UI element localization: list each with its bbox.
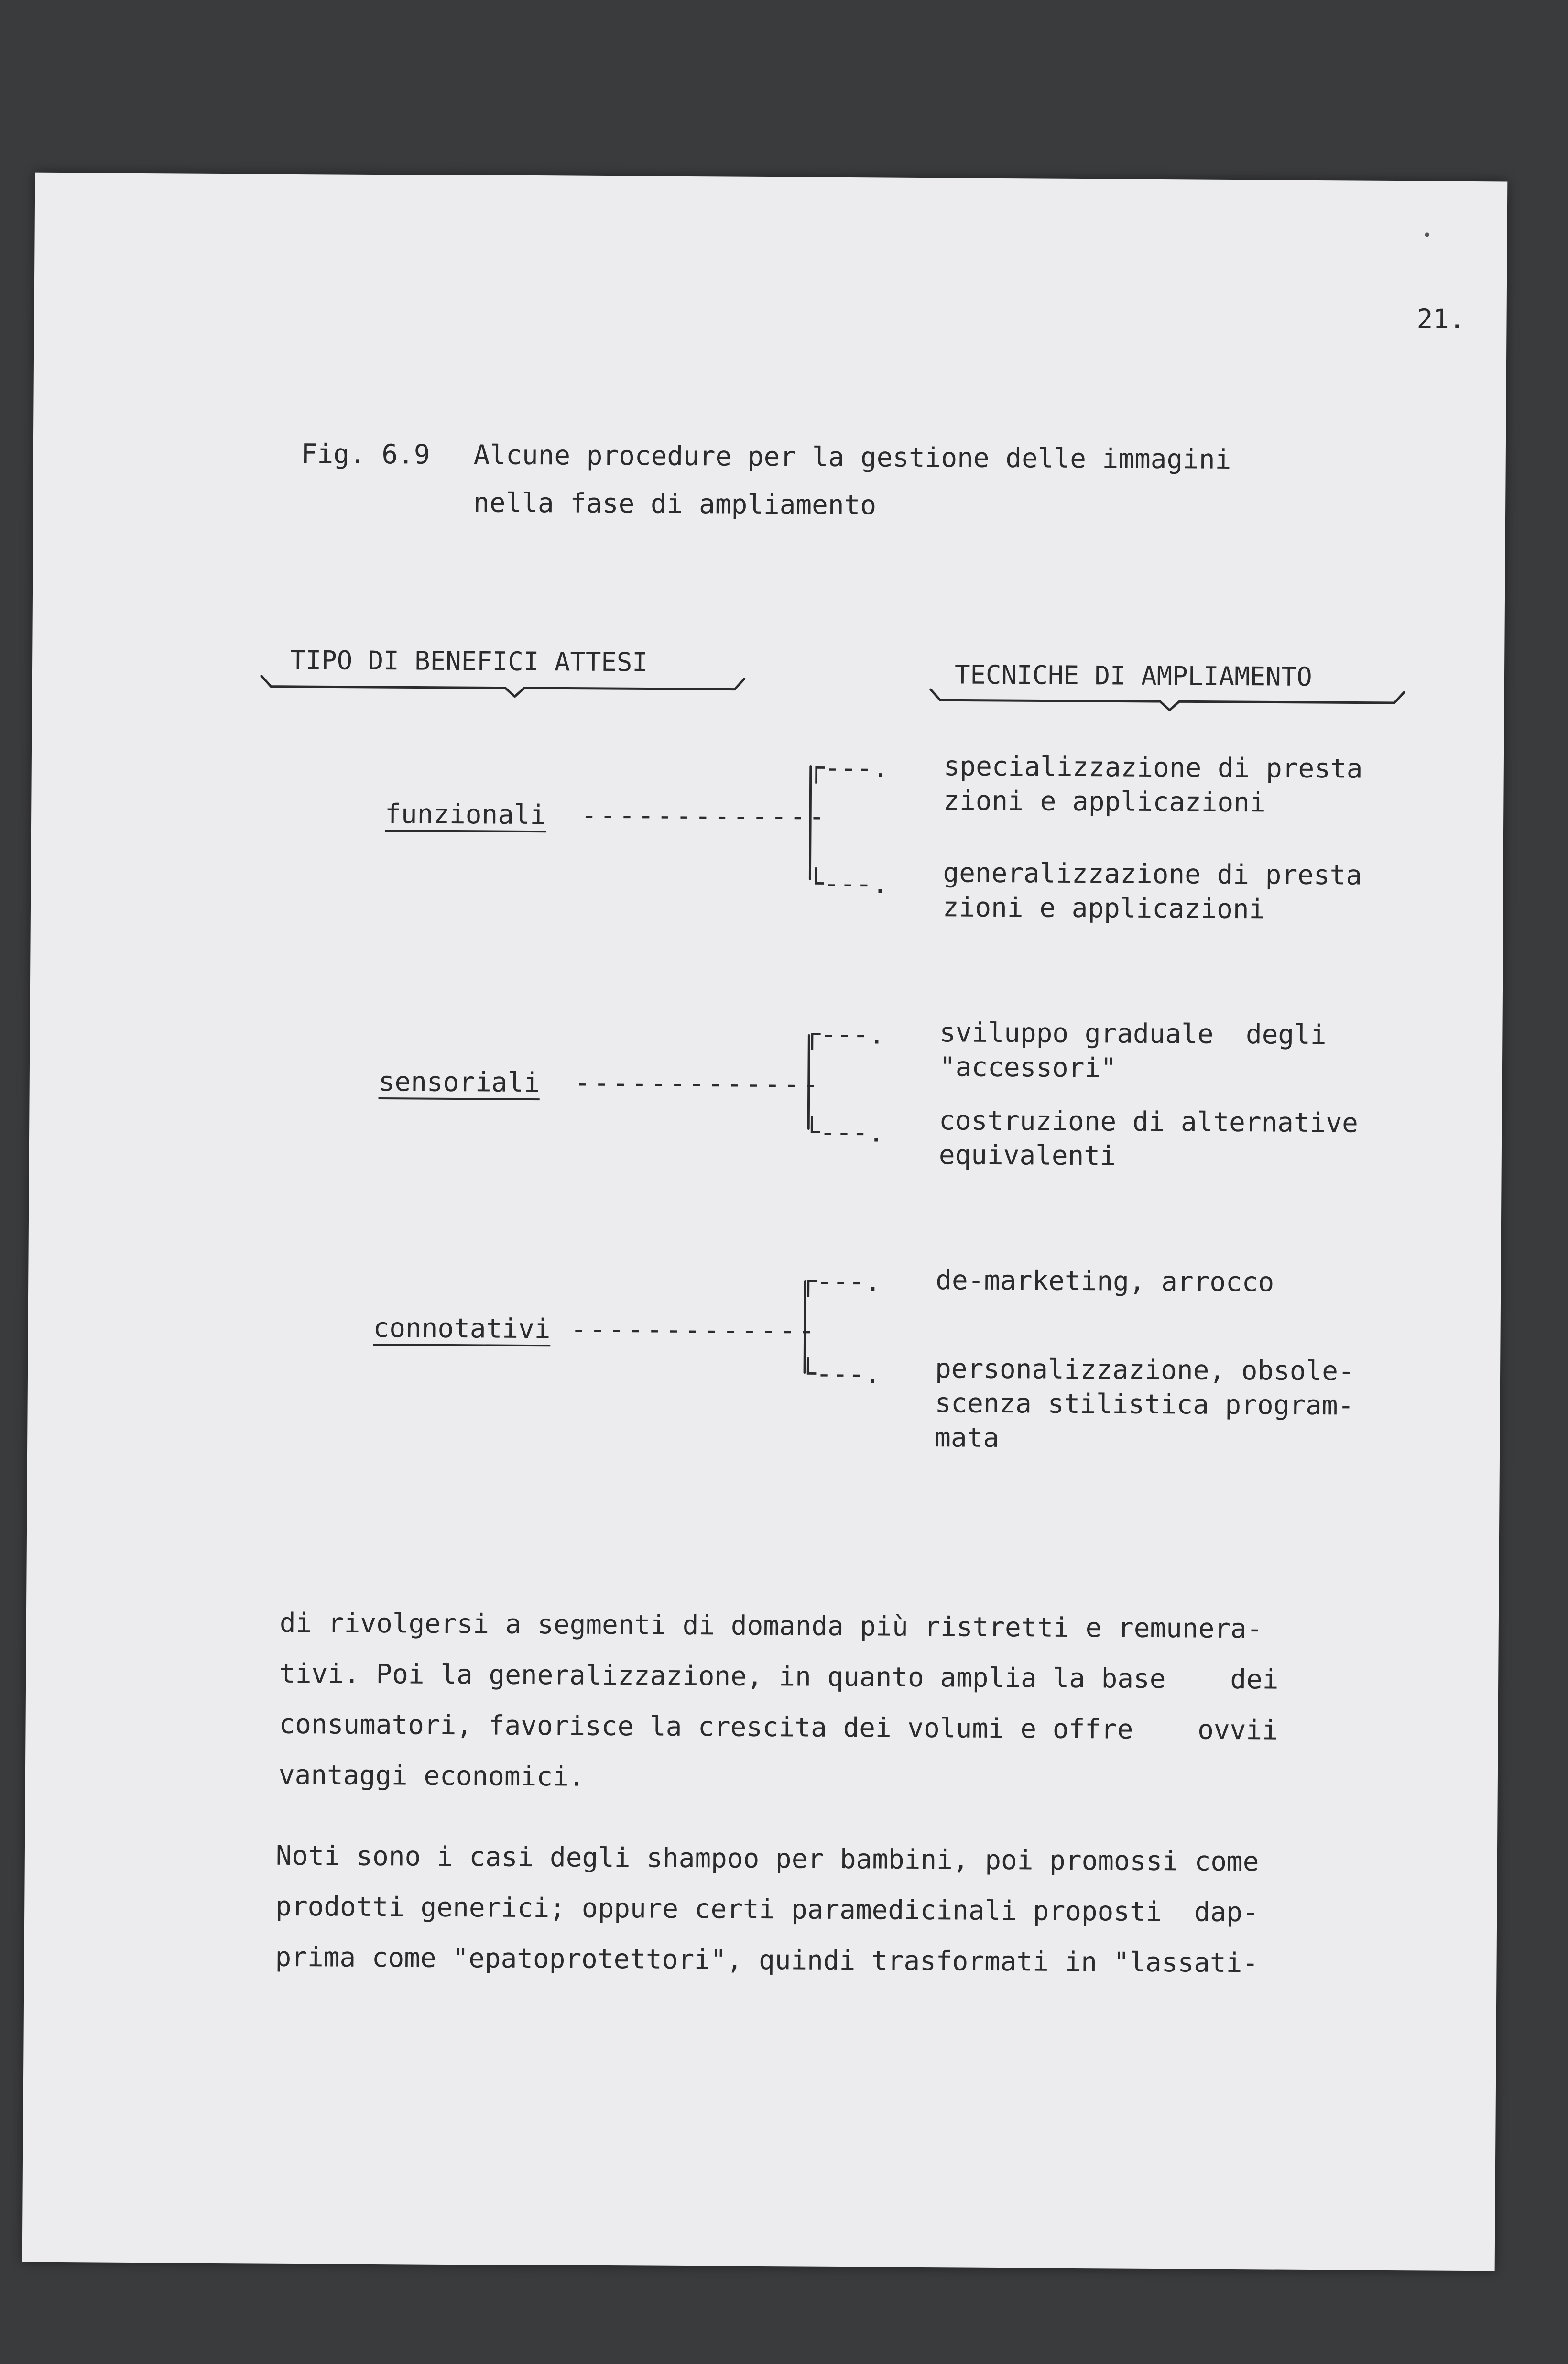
connector-sensoriali: ------------- — [574, 1067, 822, 1100]
paragraph-2-line: Noti sono i casi degli shampoo per bambini, poi promossi come — [275, 1840, 1259, 1878]
category-funzionali: funzionali — [384, 799, 546, 831]
connector-connotativi: ------------- — [570, 1313, 818, 1346]
paragraph-1-line: vantaggi economici. — [278, 1759, 585, 1793]
figure-caption-line-1: Alcune procedure per la gestione delle immagini — [473, 439, 1231, 475]
technique-item-line: specializzazione di presta — [943, 751, 1363, 785]
branch-marker: ┌---. — [808, 752, 889, 784]
document-page — [22, 173, 1508, 2271]
branch-marker: └---. — [803, 1116, 884, 1149]
paragraph-1-line: consumatori, favorisce la crescita dei volumi e offre ovvii — [279, 1708, 1279, 1746]
technique-item-line: zioni e applicazioni — [943, 785, 1266, 819]
category-sensoriali: sensoriali — [378, 1066, 540, 1099]
header-expansion-techniques: TECNICHE DI AMPLIAMENTO — [954, 659, 1312, 692]
figure-label: Fig. 6.9 — [301, 438, 430, 471]
technique-item-line: sviluppo graduale degli — [939, 1017, 1327, 1051]
technique-item-line: personalizzazione, obsole- — [935, 1353, 1354, 1387]
category-connotativi: connotativi — [373, 1312, 551, 1345]
right-header-brace — [931, 690, 1404, 711]
technique-item-line: equivalenti — [938, 1139, 1116, 1172]
paragraph-2-line: prima come "epatoprotettori", quindi trasformati in "lassati- — [275, 1941, 1259, 1979]
branch-marker: └---. — [799, 1358, 881, 1390]
branch-marker: ┌---. — [800, 1266, 882, 1298]
header-benefit-types: TIPO DI BENEFICI ATTESI — [290, 645, 648, 678]
technique-item-line: de-marketing, arrocco — [936, 1265, 1274, 1298]
technique-item-line: mata — [935, 1422, 1000, 1454]
page-number: 21. — [1416, 304, 1465, 335]
branch-marker: └---. — [807, 868, 889, 900]
technique-item-line: generalizzazione di presta — [943, 857, 1362, 891]
connector-funzionali: ------------- — [580, 799, 828, 832]
paragraph-2-line: prodotti generici; oppure certi paramedicinali proposti dap- — [275, 1891, 1259, 1928]
technique-item-line: scenza stilistica program- — [935, 1388, 1354, 1422]
technique-item-line: costruzione di alternative — [939, 1105, 1359, 1139]
left-header-brace — [261, 676, 744, 698]
paragraph-1-line: tivi. Poi la generalizzazione, in quanto amplia la base dei — [279, 1658, 1279, 1696]
paragraph-1-line: di rivolgersi a segmenti di domanda più ristretti e remunera- — [279, 1607, 1263, 1645]
technique-item-line: "accessori" — [939, 1051, 1117, 1084]
branch-marker: ┌---. — [804, 1018, 885, 1051]
figure-caption-line-2: nella fase di ampliamento — [473, 487, 877, 521]
technique-item-line: zioni e applicazioni — [942, 892, 1265, 925]
